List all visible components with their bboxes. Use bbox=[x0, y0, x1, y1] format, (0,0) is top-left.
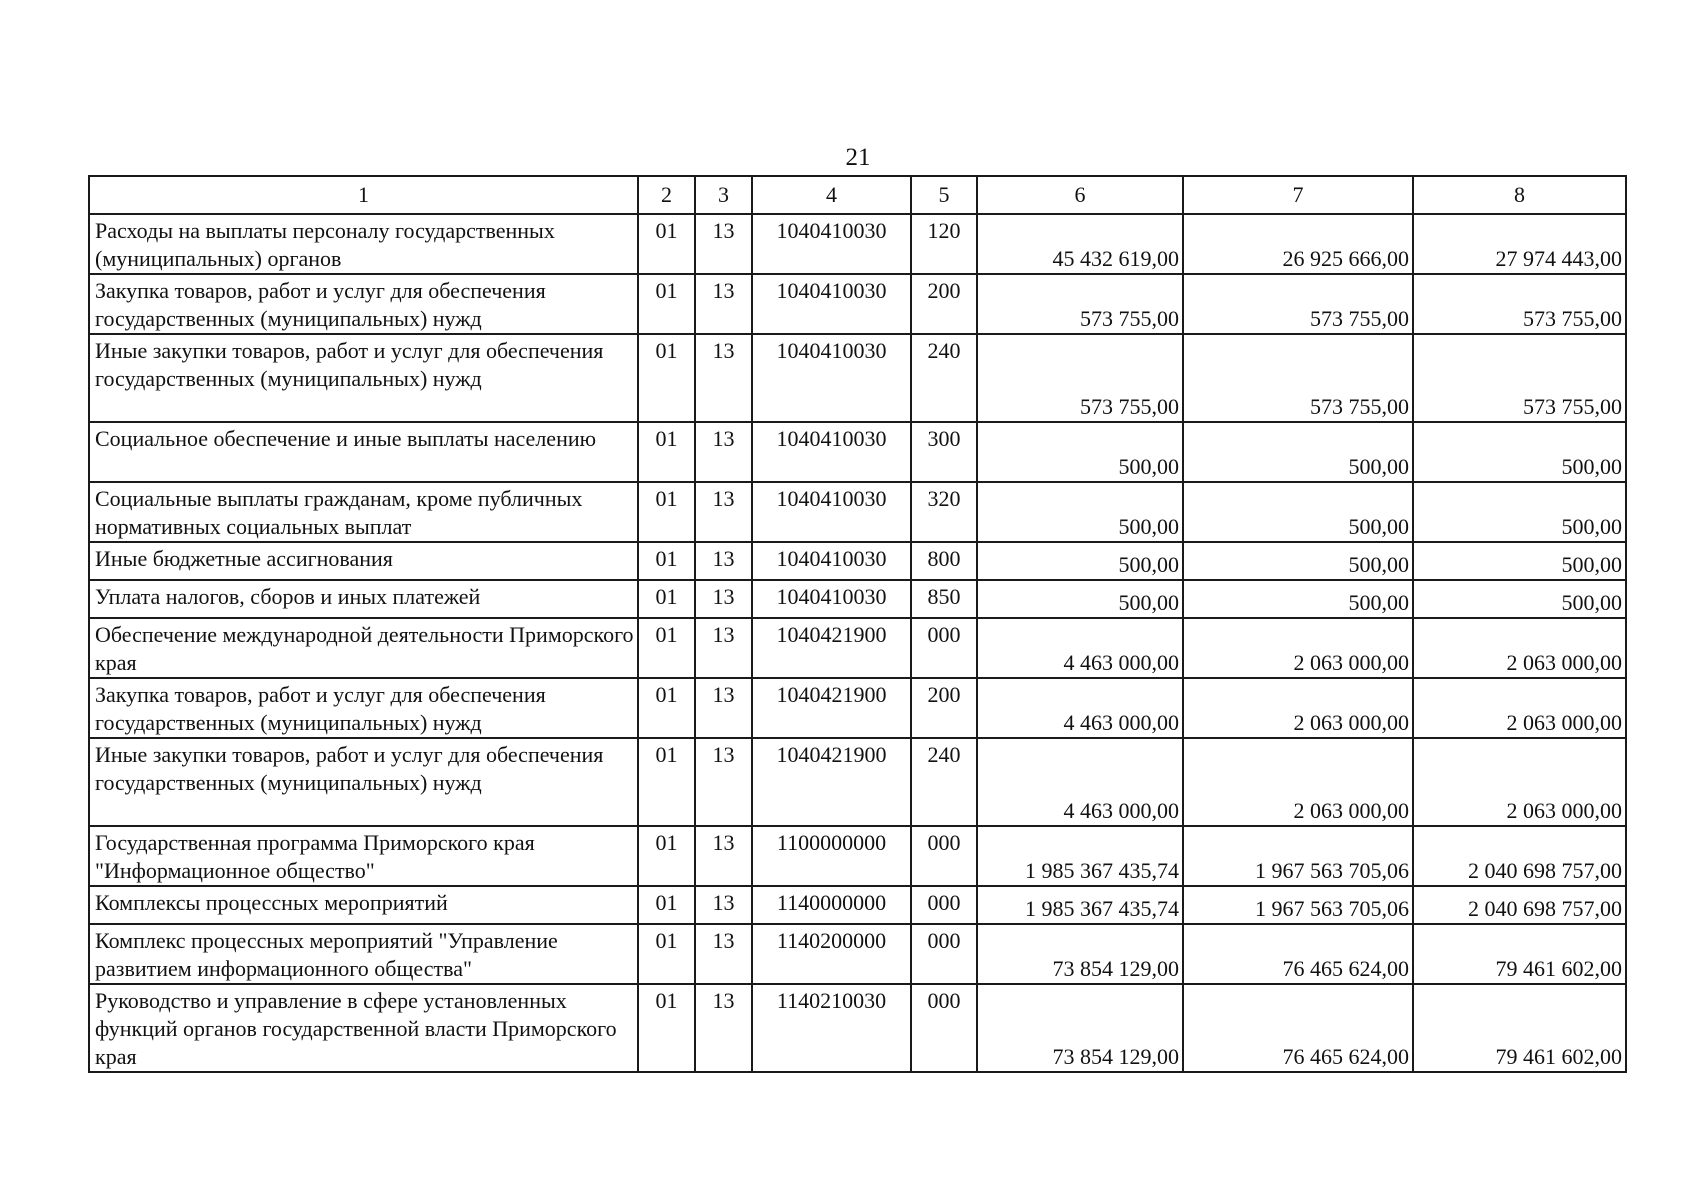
row-target-code: 1140210030 bbox=[752, 984, 911, 1072]
row-target-code: 1040421900 bbox=[752, 738, 911, 826]
column-header: 3 bbox=[695, 176, 752, 214]
row-target-code: 1040410030 bbox=[752, 334, 911, 422]
table-row bbox=[89, 482, 1626, 542]
row-subsection: 13 bbox=[695, 738, 752, 826]
row-amount-8: 500,00 bbox=[1413, 422, 1626, 482]
row-section: 01 bbox=[638, 482, 695, 542]
row-expense-type: 200 bbox=[911, 274, 977, 334]
table-row bbox=[89, 274, 1626, 334]
budget-table bbox=[88, 175, 1627, 1073]
row-target-code: 1040410030 bbox=[752, 580, 911, 618]
page-number: 21 bbox=[845, 144, 871, 171]
row-amount-7: 500,00 bbox=[1183, 482, 1413, 542]
row-amount-8: 2 040 698 757,00 bbox=[1413, 826, 1626, 886]
row-amount-6: 4 463 000,00 bbox=[977, 678, 1183, 738]
row-section: 01 bbox=[638, 924, 695, 984]
row-expense-type: 000 bbox=[911, 984, 977, 1072]
row-subsection: 13 bbox=[695, 422, 752, 482]
row-name: Уплата налогов, сборов и иных платежей bbox=[89, 580, 638, 618]
row-section: 01 bbox=[638, 334, 695, 422]
row-amount-7: 26 925 666,00 bbox=[1183, 214, 1413, 274]
row-section: 01 bbox=[638, 618, 695, 678]
row-name: Руководство и управление в сфере установленных функций органов государственной власти Приморского края bbox=[89, 984, 638, 1072]
row-amount-7: 76 465 624,00 bbox=[1183, 984, 1413, 1072]
row-target-code: 1040421900 bbox=[752, 678, 911, 738]
row-amount-6: 1 985 367 435,74 bbox=[977, 826, 1183, 886]
row-name: Иные закупки товаров, работ и услуг для обеспечения государственных (муниципальных) нужд bbox=[89, 738, 638, 826]
column-header: 7 bbox=[1183, 176, 1413, 214]
table-row bbox=[89, 678, 1626, 738]
row-expense-type: 800 bbox=[911, 542, 977, 580]
row-amount-7: 2 063 000,00 bbox=[1183, 618, 1413, 678]
row-amount-8: 500,00 bbox=[1413, 542, 1626, 580]
row-amount-6: 73 854 129,00 bbox=[977, 984, 1183, 1072]
row-amount-8: 2 063 000,00 bbox=[1413, 738, 1626, 826]
row-amount-8: 2 063 000,00 bbox=[1413, 678, 1626, 738]
row-amount-6: 500,00 bbox=[977, 542, 1183, 580]
row-section: 01 bbox=[638, 826, 695, 886]
row-expense-type: 000 bbox=[911, 886, 977, 924]
row-target-code: 1100000000 bbox=[752, 826, 911, 886]
table-row bbox=[89, 984, 1626, 1072]
row-target-code: 1040410030 bbox=[752, 214, 911, 274]
row-amount-7: 500,00 bbox=[1183, 422, 1413, 482]
row-subsection: 13 bbox=[695, 214, 752, 274]
row-section: 01 bbox=[638, 542, 695, 580]
row-target-code: 1040410030 bbox=[752, 482, 911, 542]
row-amount-6: 500,00 bbox=[977, 422, 1183, 482]
table-row bbox=[89, 542, 1626, 580]
row-section: 01 bbox=[638, 580, 695, 618]
row-amount-6: 73 854 129,00 bbox=[977, 924, 1183, 984]
row-section: 01 bbox=[638, 214, 695, 274]
table-row bbox=[89, 580, 1626, 618]
row-amount-8: 27 974 443,00 bbox=[1413, 214, 1626, 274]
row-section: 01 bbox=[638, 984, 695, 1072]
table-row bbox=[89, 826, 1626, 886]
row-amount-8: 573 755,00 bbox=[1413, 334, 1626, 422]
row-target-code: 1140200000 bbox=[752, 924, 911, 984]
row-name: Государственная программа Приморского края "Информационное общество" bbox=[89, 826, 638, 886]
column-header: 8 bbox=[1413, 176, 1626, 214]
row-subsection: 13 bbox=[695, 886, 752, 924]
row-amount-8: 79 461 602,00 bbox=[1413, 924, 1626, 984]
row-target-code: 1040421900 bbox=[752, 618, 911, 678]
row-name: Иные бюджетные ассигнования bbox=[89, 542, 638, 580]
row-subsection: 13 bbox=[695, 924, 752, 984]
row-subsection: 13 bbox=[695, 984, 752, 1072]
row-amount-7: 1 967 563 705,06 bbox=[1183, 886, 1413, 924]
row-amount-8: 500,00 bbox=[1413, 580, 1626, 618]
row-amount-8: 79 461 602,00 bbox=[1413, 984, 1626, 1072]
row-expense-type: 000 bbox=[911, 618, 977, 678]
row-name: Социальные выплаты гражданам, кроме публичных нормативных социальных выплат bbox=[89, 482, 638, 542]
row-amount-8: 500,00 bbox=[1413, 482, 1626, 542]
row-name: Иные закупки товаров, работ и услуг для обеспечения государственных (муниципальных) нужд bbox=[89, 334, 638, 422]
row-section: 01 bbox=[638, 422, 695, 482]
row-section: 01 bbox=[638, 738, 695, 826]
row-target-code: 1140000000 bbox=[752, 886, 911, 924]
row-expense-type: 850 bbox=[911, 580, 977, 618]
row-name: Комплекс процессных мероприятий "Управление развитием информационного общества" bbox=[89, 924, 638, 984]
row-subsection: 13 bbox=[695, 542, 752, 580]
row-amount-7: 573 755,00 bbox=[1183, 274, 1413, 334]
column-header: 4 bbox=[752, 176, 911, 214]
table-row bbox=[89, 422, 1626, 482]
table-row bbox=[89, 618, 1626, 678]
row-name: Обеспечение международной деятельности Приморского края bbox=[89, 618, 638, 678]
row-amount-6: 1 985 367 435,74 bbox=[977, 886, 1183, 924]
row-name: Комплексы процессных мероприятий bbox=[89, 886, 638, 924]
row-name: Закупка товаров, работ и услуг для обеспечения государственных (муниципальных) нужд bbox=[89, 274, 638, 334]
row-expense-type: 300 bbox=[911, 422, 977, 482]
row-subsection: 13 bbox=[695, 274, 752, 334]
table-row bbox=[89, 214, 1626, 274]
row-expense-type: 000 bbox=[911, 924, 977, 984]
row-subsection: 13 bbox=[695, 618, 752, 678]
row-amount-6: 4 463 000,00 bbox=[977, 618, 1183, 678]
column-header: 1 bbox=[89, 176, 638, 214]
row-amount-7: 76 465 624,00 bbox=[1183, 924, 1413, 984]
row-amount-6: 500,00 bbox=[977, 580, 1183, 618]
row-expense-type: 120 bbox=[911, 214, 977, 274]
header-row bbox=[89, 176, 1626, 214]
row-subsection: 13 bbox=[695, 826, 752, 886]
row-expense-type: 240 bbox=[911, 738, 977, 826]
row-expense-type: 000 bbox=[911, 826, 977, 886]
row-amount-7: 2 063 000,00 bbox=[1183, 738, 1413, 826]
row-subsection: 13 bbox=[695, 334, 752, 422]
row-target-code: 1040410030 bbox=[752, 542, 911, 580]
table-row bbox=[89, 334, 1626, 422]
row-amount-6: 573 755,00 bbox=[977, 274, 1183, 334]
row-subsection: 13 bbox=[695, 580, 752, 618]
column-header: 2 bbox=[638, 176, 695, 214]
table-row bbox=[89, 738, 1626, 826]
row-expense-type: 320 bbox=[911, 482, 977, 542]
row-subsection: 13 bbox=[695, 482, 752, 542]
row-target-code: 1040410030 bbox=[752, 274, 911, 334]
row-amount-8: 573 755,00 bbox=[1413, 274, 1626, 334]
row-amount-6: 573 755,00 bbox=[977, 334, 1183, 422]
row-amount-8: 2 040 698 757,00 bbox=[1413, 886, 1626, 924]
column-header: 5 bbox=[911, 176, 977, 214]
table-row bbox=[89, 886, 1626, 924]
row-amount-7: 2 063 000,00 bbox=[1183, 678, 1413, 738]
row-expense-type: 200 bbox=[911, 678, 977, 738]
row-section: 01 bbox=[638, 886, 695, 924]
row-amount-7: 500,00 bbox=[1183, 542, 1413, 580]
row-name: Закупка товаров, работ и услуг для обеспечения государственных (муниципальных) нужд bbox=[89, 678, 638, 738]
row-amount-8: 2 063 000,00 bbox=[1413, 618, 1626, 678]
row-subsection: 13 bbox=[695, 678, 752, 738]
row-amount-6: 45 432 619,00 bbox=[977, 214, 1183, 274]
row-amount-7: 573 755,00 bbox=[1183, 334, 1413, 422]
row-amount-7: 1 967 563 705,06 bbox=[1183, 826, 1413, 886]
row-amount-6: 4 463 000,00 bbox=[977, 738, 1183, 826]
row-expense-type: 240 bbox=[911, 334, 977, 422]
row-name: Расходы на выплаты персоналу государственных (муниципальных) органов bbox=[89, 214, 638, 274]
row-section: 01 bbox=[638, 678, 695, 738]
row-amount-6: 500,00 bbox=[977, 482, 1183, 542]
row-amount-7: 500,00 bbox=[1183, 580, 1413, 618]
table-row bbox=[89, 924, 1626, 984]
row-target-code: 1040410030 bbox=[752, 422, 911, 482]
row-section: 01 bbox=[638, 274, 695, 334]
row-name: Социальное обеспечение и иные выплаты населению bbox=[89, 422, 638, 482]
column-header: 6 bbox=[977, 176, 1183, 214]
